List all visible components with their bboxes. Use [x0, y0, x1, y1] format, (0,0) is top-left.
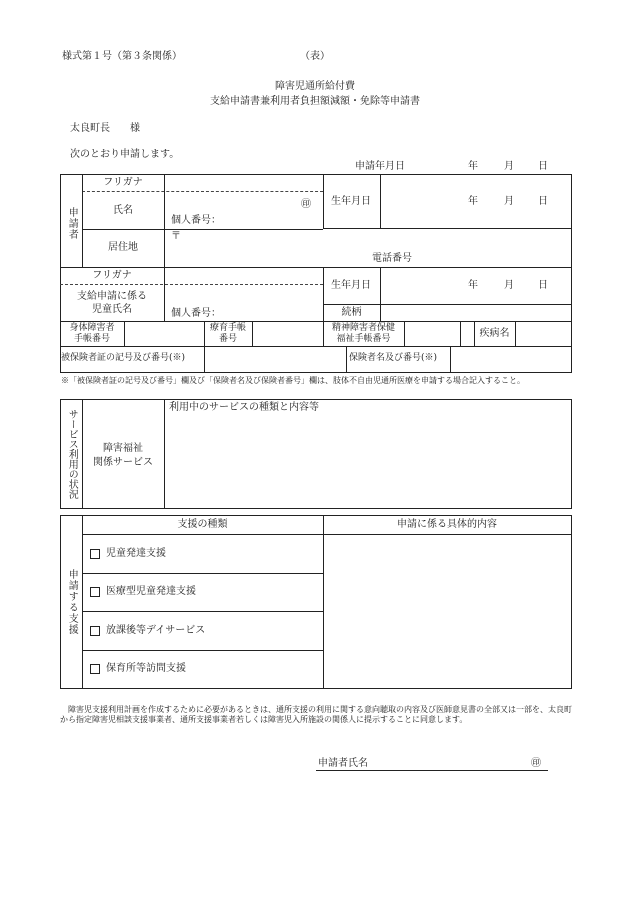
form-side-label: （表）: [300, 51, 330, 62]
support-option-label: 医療型児童発達支援: [106, 586, 196, 597]
insurance-card-label: 被保険者証の記号及び番号(※): [61, 353, 186, 363]
mental-notebook-label-line1: 精神障害者保健: [331, 323, 395, 333]
applicant-birth-day: 日: [538, 196, 548, 207]
applicant-section-label: 申請者: [66, 206, 78, 240]
child-name-label-line2: 児童氏名: [92, 304, 132, 315]
insurance-note: ※「被保険者証の記号及び番号」欄及び「保険者名及び保険者番号」欄は、肢体不自由児通所医療を申請する場合記入すること。: [61, 376, 525, 385]
support-request-section-label: 申請する支援: [66, 569, 78, 635]
child-individual-number-label: 個人番号：: [171, 308, 221, 319]
disease-label: 疾病名: [479, 328, 510, 339]
support-content-field[interactable]: [326, 537, 568, 685]
service-content-field[interactable]: [166, 418, 568, 504]
application-date-day: 日: [538, 161, 548, 172]
support-option-label: 保育所等訪問支援: [106, 663, 186, 674]
applicant-postal-mark: 〒: [171, 231, 181, 242]
rehab-notebook-label-line2: 番号: [218, 334, 237, 344]
support-option-label: 児童発達支援: [106, 548, 166, 559]
rehab-notebook-label-line1: 療育手帳: [209, 323, 246, 333]
support-option-label: 放課後等デイサービス: [106, 625, 206, 636]
applicant-birth-year: 年: [468, 196, 478, 207]
support-option-after-school-day-service[interactable]: [90, 625, 205, 638]
applicant-address-field[interactable]: [182, 231, 567, 249]
mental-notebook-label-line2: 福祉手帳番号: [336, 334, 391, 344]
applicant-name-label: 氏名: [113, 205, 133, 216]
child-name-label-line1: 支給申請に係る: [77, 291, 147, 302]
service-row-label-line1: 障害福祉: [103, 443, 143, 454]
title-line-1: 障害児通所給付費: [275, 81, 355, 92]
support-type-header: 支援の種類: [177, 519, 228, 530]
child-relation-label: 続柄: [341, 307, 362, 318]
service-row-label-line2: 関係サービス: [93, 457, 153, 468]
service-status-section-label: サービス利用の状況: [66, 409, 78, 499]
applicant-address-label: 居住地: [108, 242, 138, 253]
applicant-phone-label: 電話番号: [372, 253, 412, 264]
service-content-label: 利用中のサービスの種類と内容等: [169, 402, 319, 413]
support-option-child-development[interactable]: [90, 548, 166, 561]
child-birth-day: 日: [538, 280, 548, 291]
applicant-individual-number-label: 個人番号：: [171, 215, 221, 226]
signature-field[interactable]: [380, 757, 530, 771]
checkbox-icon[interactable]: [90, 587, 100, 597]
physical-notebook-label-line2: 手帳番号: [73, 334, 110, 344]
signature-label: 申請者氏名: [318, 758, 368, 769]
applicant-furigana-field[interactable]: [166, 176, 321, 190]
checkbox-icon[interactable]: [90, 626, 100, 636]
application-date-year: 年: [468, 161, 478, 172]
application-date-month: 月: [504, 161, 514, 172]
applicant-seal-mark: ㊞: [301, 199, 311, 210]
child-birth-month: 月: [504, 280, 514, 291]
support-content-header: 申請に係る具体的内容: [397, 519, 497, 530]
support-option-nursery-visit-support[interactable]: [90, 663, 186, 676]
child-name-field[interactable]: [166, 287, 321, 305]
signature-underline: [316, 770, 548, 771]
applicant-birth-month: 月: [504, 196, 514, 207]
support-option-medical-child-development[interactable]: [90, 586, 196, 599]
signature-seal-mark: ㊞: [531, 758, 541, 769]
child-furigana-label: フリガナ: [92, 270, 132, 281]
form-number: 様式第１号（第３条関係）: [62, 51, 182, 62]
intro-text: 次のとおり申請します。: [70, 149, 180, 160]
title-line-2: 支給申請書兼利用者負担額減額・免除等申請書: [210, 96, 420, 107]
checkbox-icon[interactable]: [90, 664, 100, 674]
applicant-birth-label: 生年月日: [331, 196, 371, 207]
application-date-label: 申請年月日: [355, 161, 405, 172]
physical-notebook-label-line1: 身体障害者: [69, 323, 115, 333]
applicant-furigana-label: フリガナ: [103, 177, 143, 188]
child-birth-label: 生年月日: [331, 280, 371, 291]
child-birth-year: 年: [468, 280, 478, 291]
addressee: 太良町長 様: [70, 123, 140, 134]
consent-text: 障害児支援利用計画を作成するために必要があるときは、通所支援の利用に関する意向聴取の内容及び医師意見書の全部又は一部を、太良町から指定障害児相談支援事業者、通所支援事業者若しくは障害児入所施設の関係人に提示することに同意します。: [60, 705, 572, 724]
child-relation-field[interactable]: [382, 306, 568, 320]
insurer-label: 保険者名及び番号(※): [349, 353, 438, 363]
checkbox-icon[interactable]: [90, 549, 100, 559]
applicant-name-field[interactable]: [166, 194, 296, 212]
